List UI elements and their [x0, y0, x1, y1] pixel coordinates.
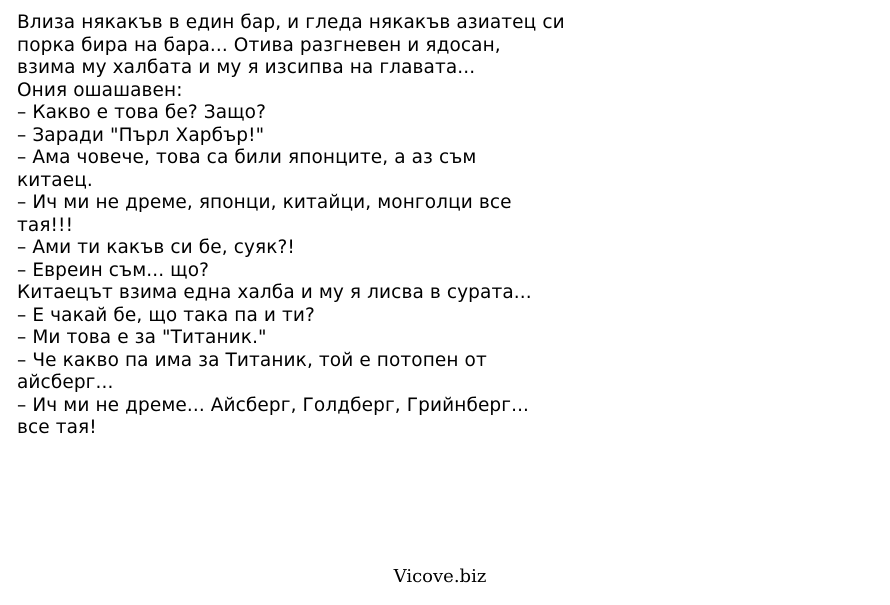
- joke-line: тая!!!: [17, 214, 74, 236]
- joke-line: Влиза някакъв в един бар, и гледа някакъв азиатец си: [17, 12, 565, 33]
- joke-line: – Ич ми не дреме, японци, китайци, монголци все: [17, 192, 512, 213]
- joke-line: все тая!: [17, 417, 97, 438]
- joke-line: взима му халбата и му я изсипва на главата...: [17, 57, 476, 78]
- joke-line: – Ама човече, това са били японците, а аз съм: [17, 147, 477, 168]
- joke-line: – Ми това е за "Титаник.": [17, 327, 267, 348]
- joke-line: Китаецът взима една халба и му я лисва в сурата...: [17, 282, 532, 303]
- joke-line: айсберг...: [17, 372, 114, 393]
- joke-line: порка бира на бара... Отива разгневен и ядосан,: [17, 34, 501, 56]
- joke-line: китаец.: [17, 169, 93, 191]
- joke-line: – Ич ми не дреме... Айсберг, Голдберг, Грийнберг...: [17, 394, 530, 416]
- joke-text: [17, 12, 617, 440]
- joke-line: – Е чакай бе, що така па и ти?: [17, 304, 315, 326]
- joke-line: – Заради "Пърл Харбър!": [17, 124, 265, 146]
- joke-line: – Ами ти какъв си бе, суяк?!: [17, 237, 295, 258]
- joke-line: – Какво е това бе? Защо?: [17, 102, 267, 123]
- joke-line: – Евреин съм... що?: [17, 259, 210, 281]
- joke-line: – Че какво па има за Титаник, той е потопен от: [17, 349, 487, 371]
- joke-line: Ония ошашавен:: [17, 79, 183, 101]
- site-watermark: Vicove.biz: [393, 566, 487, 587]
